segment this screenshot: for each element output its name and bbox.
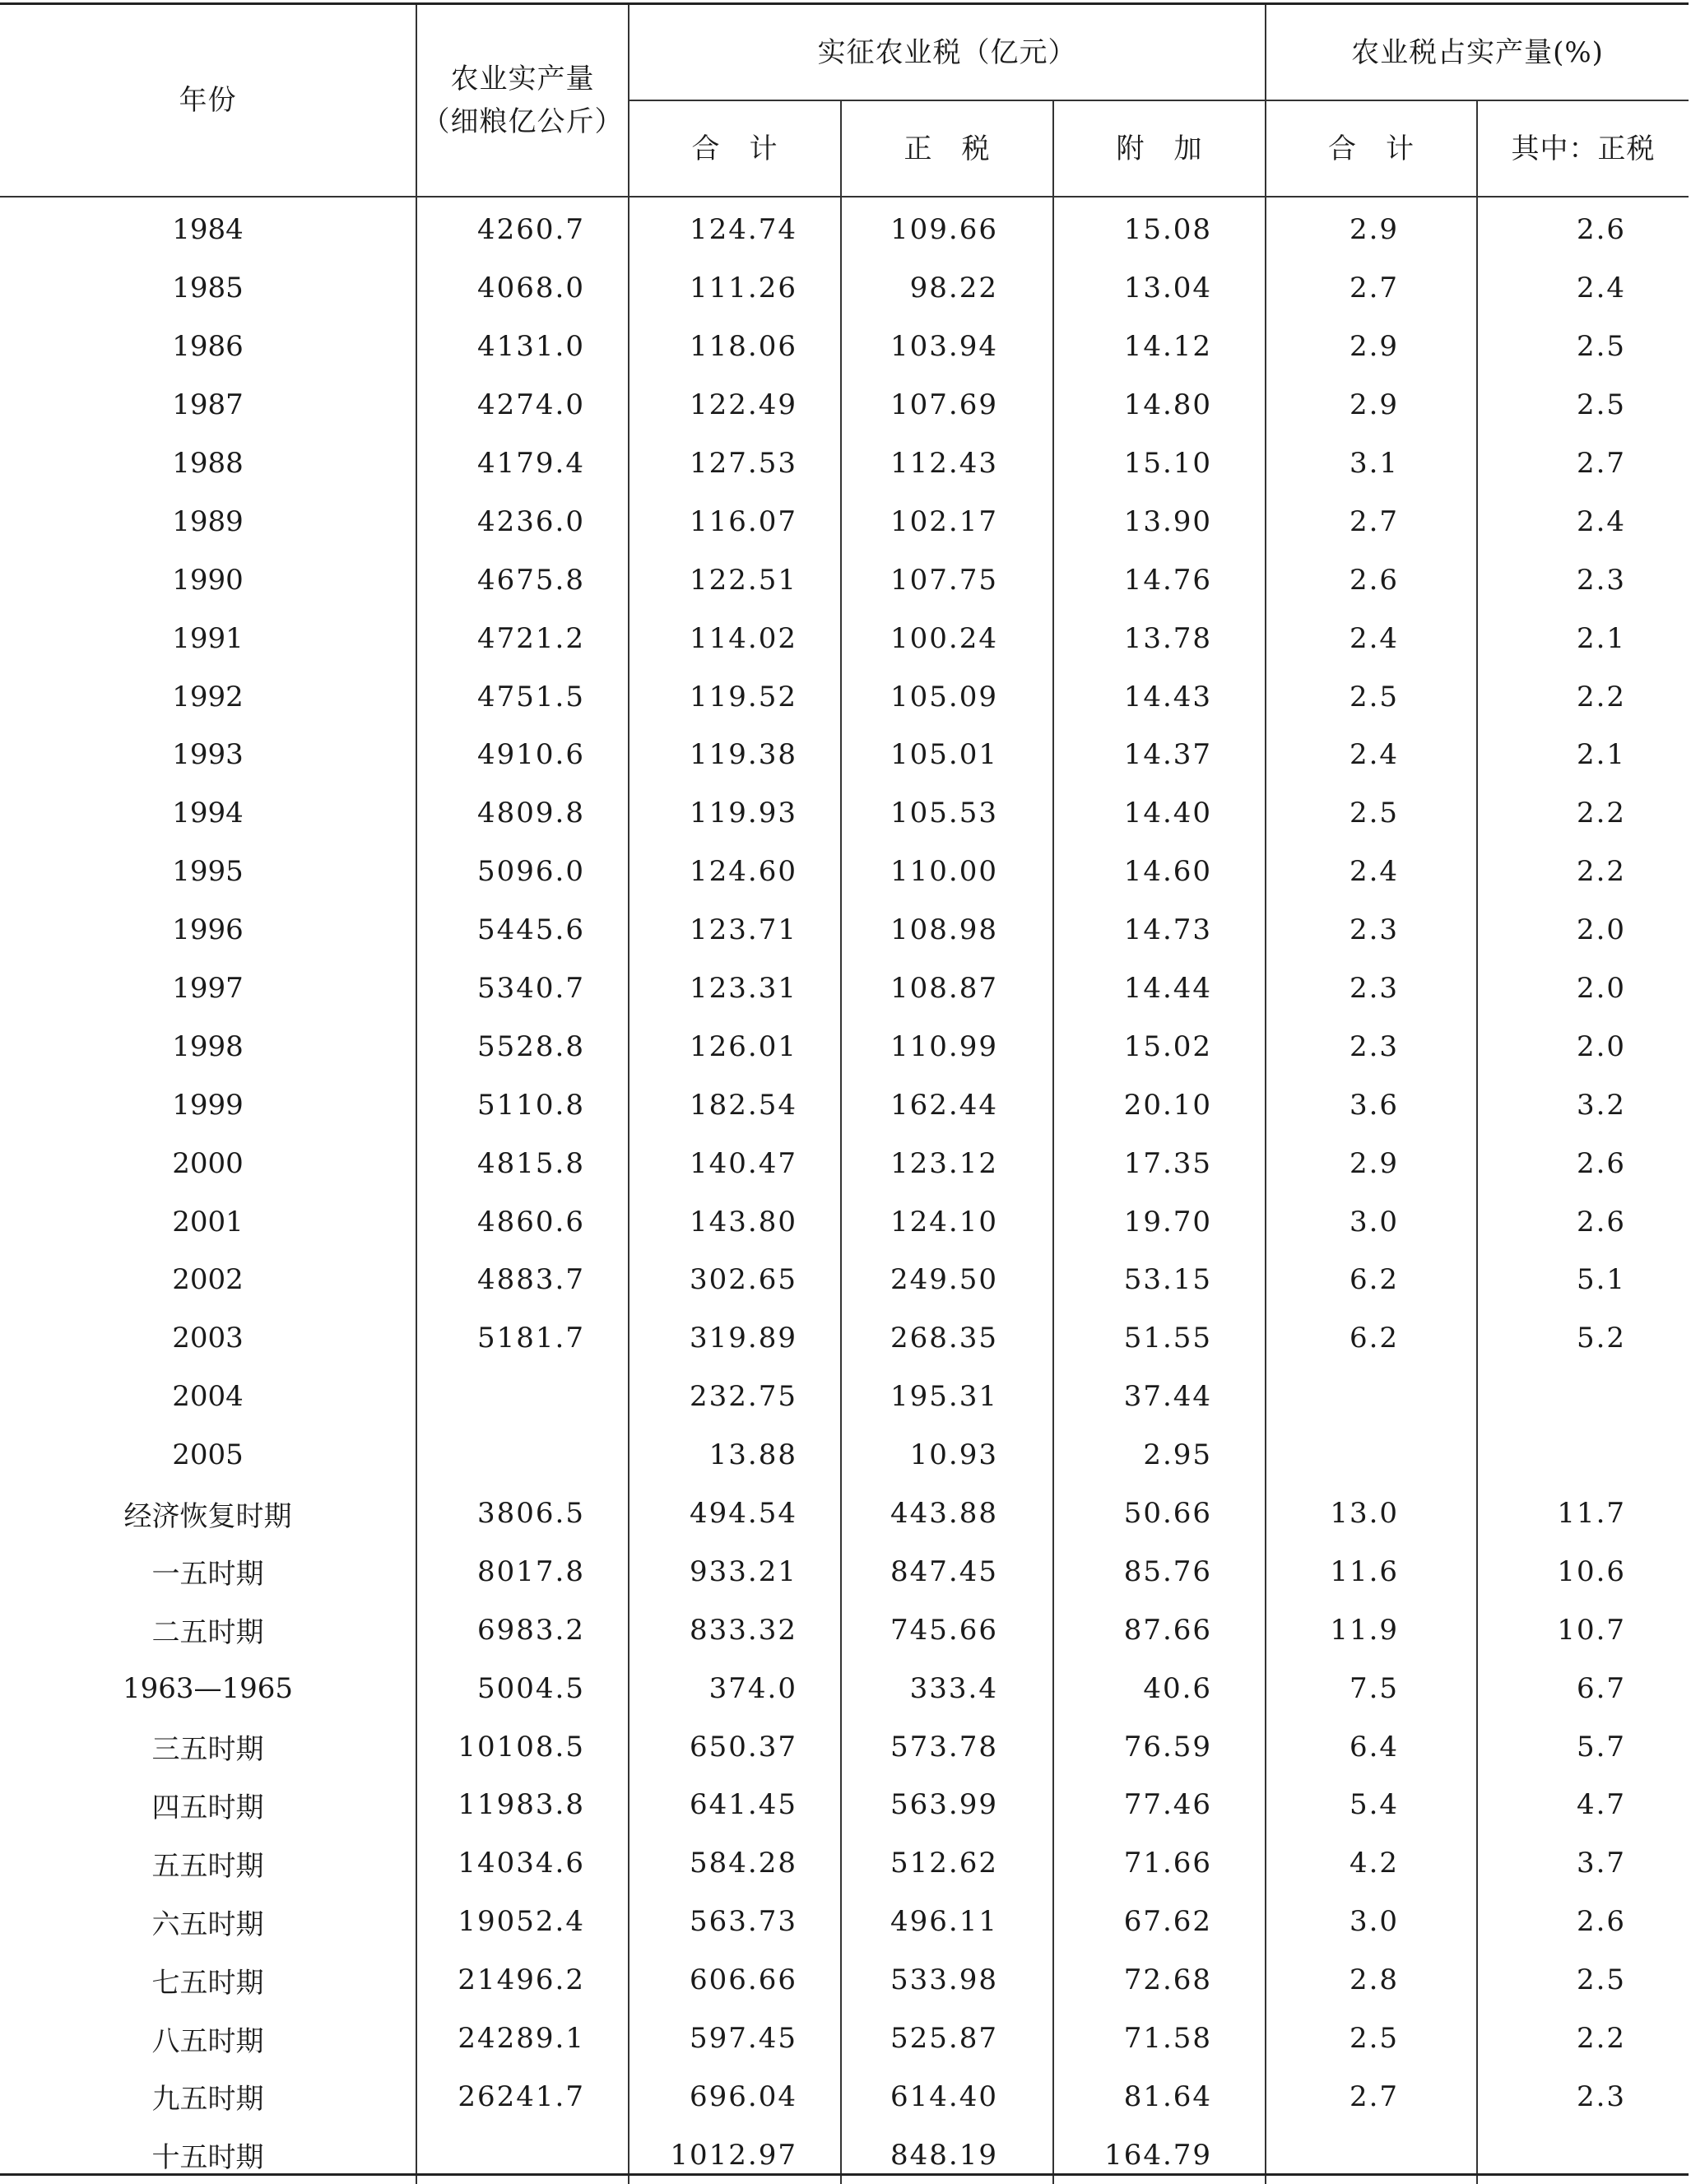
cell-tax-total: 1012.97 [629, 2126, 841, 2184]
cell-tax-add: 76.59 [1053, 1717, 1266, 1776]
table-row [0, 492, 1689, 551]
cell-ratio-total: 3.0 [1266, 1893, 1477, 1951]
table-row [0, 1251, 1689, 1309]
cell-ratio-main: 2.0 [1477, 901, 1689, 960]
table-row [0, 609, 1689, 667]
header-ratio-total: 合 计 [1266, 100, 1477, 197]
cell-ratio-total: 5.4 [1266, 1776, 1477, 1834]
cell-ratio-total: 2.4 [1266, 726, 1477, 784]
table-row [0, 259, 1689, 318]
cell-tax-total: 116.07 [629, 492, 841, 551]
cell-ratio-total: 2.3 [1266, 901, 1477, 960]
cell-tax-main: 848.19 [841, 2126, 1053, 2184]
table-row [0, 1309, 1689, 1368]
header-production-line2: （细粮亿公斤） [421, 105, 624, 138]
cell-tax-total: 13.88 [629, 1426, 841, 1485]
cell-production: 14034.6 [416, 1834, 629, 1893]
cell-tax-main: 109.66 [841, 197, 1053, 259]
cell-ratio-main: 5.2 [1477, 1309, 1689, 1368]
cell-year: 2002 [172, 1263, 244, 1297]
cell-ratio-main: 2.5 [1477, 1951, 1689, 2010]
cell-year: 2003 [172, 1322, 244, 1355]
cell-ratio-main: 2.0 [1477, 960, 1689, 1018]
header-tax-group: 实征农业税（亿元） [629, 4, 1266, 101]
cell-year: 1993 [172, 738, 244, 772]
cell-production: 5181.7 [416, 1309, 629, 1368]
cell-tax-total: 696.04 [629, 2068, 841, 2126]
table-row [0, 551, 1689, 609]
cell-production: 8017.8 [416, 1542, 629, 1601]
table-row [0, 726, 1689, 784]
cell-ratio-total: 11.9 [1266, 1601, 1477, 1659]
cell-production: 5340.7 [416, 960, 629, 1018]
cell-ratio-main: 2.4 [1477, 492, 1689, 551]
cell-tax-add: 15.10 [1053, 434, 1266, 493]
header-production [416, 4, 629, 197]
cell-tax-add: 15.02 [1053, 1017, 1266, 1076]
cell-production: 4751.5 [416, 667, 629, 726]
cell-year: 1991 [172, 621, 244, 655]
cell-ratio-main: 2.3 [1477, 551, 1689, 609]
header-tax-add: 附 加 [1053, 100, 1266, 197]
cell-tax-total: 494.54 [629, 1485, 841, 1543]
cell-tax-total: 127.53 [629, 434, 841, 493]
cell-tax-add: 77.46 [1053, 1776, 1266, 1834]
table-body [0, 197, 1689, 2184]
table-row [0, 197, 1689, 259]
cell-tax-main: 533.98 [841, 1951, 1053, 2010]
cell-ratio-main: 4.7 [1477, 1776, 1689, 1834]
cell-tax-main: 98.22 [841, 259, 1053, 318]
cell-tax-main: 108.87 [841, 960, 1053, 1018]
header-production-line1: 农业实产量 [450, 63, 595, 95]
cell-tax-add: 14.76 [1053, 551, 1266, 609]
cell-tax-main: 443.88 [841, 1485, 1053, 1543]
cell-tax-main: 162.44 [841, 1076, 1053, 1134]
table-row [0, 1542, 1689, 1601]
cell-tax-add: 15.08 [1053, 197, 1266, 259]
cell-year: 1999 [172, 1088, 244, 1122]
table-row [0, 1426, 1689, 1485]
cell-year: 1963—1965 [122, 1671, 294, 1705]
cell-ratio-main [1477, 1426, 1689, 1485]
cell-ratio-main: 11.7 [1477, 1485, 1689, 1543]
cell-year: 经济恢复时期 [123, 1499, 292, 1533]
cell-tax-total: 140.47 [629, 1134, 841, 1192]
cell-ratio-main: 2.2 [1477, 843, 1689, 901]
cell-tax-total: 606.66 [629, 1951, 841, 2010]
cell-production: 5445.6 [416, 901, 629, 960]
cell-production: 4809.8 [416, 784, 629, 843]
cell-ratio-main: 2.6 [1477, 1893, 1689, 1951]
cell-ratio-main: 2.6 [1477, 1192, 1689, 1251]
cell-year: 1998 [172, 1029, 244, 1063]
cell-tax-main: 107.69 [841, 376, 1053, 434]
cell-tax-main: 108.98 [841, 901, 1053, 960]
cell-year: 1984 [172, 213, 244, 247]
cell-year: 八五时期 [151, 2024, 264, 2058]
cell-year: 十五时期 [151, 2141, 264, 2175]
cell-year: 1986 [172, 330, 244, 364]
cell-tax-total: 563.73 [629, 1893, 841, 1951]
cell-ratio-total: 2.3 [1266, 960, 1477, 1018]
table-row [0, 2068, 1689, 2126]
cell-production: 4721.2 [416, 609, 629, 667]
agricultural-tax-table [0, 2, 1689, 2184]
cell-production: 4883.7 [416, 1251, 629, 1309]
cell-year: 1995 [172, 855, 244, 889]
cell-ratio-main: 2.3 [1477, 2068, 1689, 2126]
cell-ratio-main: 3.2 [1477, 1076, 1689, 1134]
cell-tax-add: 164.79 [1053, 2126, 1266, 2184]
cell-tax-main: 525.87 [841, 2010, 1053, 2068]
cell-ratio-main: 10.7 [1477, 1601, 1689, 1659]
cell-ratio-total: 11.6 [1266, 1542, 1477, 1601]
cell-ratio-main: 2.1 [1477, 609, 1689, 667]
table-row [0, 318, 1689, 376]
cell-ratio-total: 3.6 [1266, 1076, 1477, 1134]
bottom-rule [0, 2173, 1689, 2176]
cell-production: 6983.2 [416, 1601, 629, 1659]
cell-ratio-total: 2.5 [1266, 2010, 1477, 2068]
cell-ratio-total: 2.7 [1266, 259, 1477, 318]
cell-year: 2001 [172, 1205, 244, 1238]
cell-tax-total: 126.01 [629, 1017, 841, 1076]
cell-tax-add: 14.43 [1053, 667, 1266, 726]
table-row [0, 784, 1689, 843]
table-row [0, 667, 1689, 726]
cell-ratio-total: 2.9 [1266, 318, 1477, 376]
cell-ratio-main: 2.4 [1477, 259, 1689, 318]
cell-production: 4236.0 [416, 492, 629, 551]
table-row [0, 1893, 1689, 1951]
cell-tax-main: 563.99 [841, 1776, 1053, 1834]
table-row [0, 434, 1689, 493]
cell-tax-add: 17.35 [1053, 1134, 1266, 1192]
cell-ratio-main: 2.2 [1477, 784, 1689, 843]
cell-year: 2004 [172, 1380, 244, 1414]
cell-ratio-main: 2.2 [1477, 667, 1689, 726]
cell-tax-add: 37.44 [1053, 1368, 1266, 1426]
header-row-1 [0, 4, 1689, 101]
cell-year: 四五时期 [151, 1791, 264, 1824]
cell-ratio-total: 2.4 [1266, 609, 1477, 667]
table-row [0, 1601, 1689, 1659]
cell-tax-total: 597.45 [629, 2010, 841, 2068]
cell-tax-main: 105.09 [841, 667, 1053, 726]
cell-ratio-total: 3.0 [1266, 1192, 1477, 1251]
cell-tax-add: 81.64 [1053, 2068, 1266, 2126]
cell-tax-main: 268.35 [841, 1309, 1053, 1368]
cell-tax-total: 119.52 [629, 667, 841, 726]
cell-year: 2000 [172, 1146, 244, 1180]
cell-tax-main: 745.66 [841, 1601, 1053, 1659]
cell-tax-total: 114.02 [629, 609, 841, 667]
cell-ratio-total: 2.5 [1266, 784, 1477, 843]
cell-ratio-total: 2.6 [1266, 551, 1477, 609]
cell-tax-add: 71.66 [1053, 1834, 1266, 1893]
cell-tax-total: 650.37 [629, 1717, 841, 1776]
cell-tax-main: 249.50 [841, 1251, 1053, 1309]
cell-production: 3806.5 [416, 1485, 629, 1543]
cell-tax-add: 19.70 [1053, 1192, 1266, 1251]
cell-tax-add: 2.95 [1053, 1426, 1266, 1485]
cell-year: 1990 [172, 563, 244, 597]
cell-tax-total: 833.32 [629, 1601, 841, 1659]
cell-production [416, 1368, 629, 1426]
header-ratio-group: 农业税占实产量(%) [1266, 4, 1689, 101]
cell-tax-add: 85.76 [1053, 1542, 1266, 1601]
cell-tax-main: 614.40 [841, 2068, 1053, 2126]
cell-ratio-total: 2.9 [1266, 376, 1477, 434]
cell-tax-add: 13.90 [1053, 492, 1266, 551]
cell-ratio-main: 2.6 [1477, 1134, 1689, 1192]
table-row [0, 843, 1689, 901]
cell-tax-main: 112.43 [841, 434, 1053, 493]
cell-production: 19052.4 [416, 1893, 629, 1951]
cell-tax-total: 374.0 [629, 1659, 841, 1717]
cell-tax-total: 124.74 [629, 197, 841, 259]
cell-ratio-main: 3.7 [1477, 1834, 1689, 1893]
cell-ratio-total: 2.4 [1266, 843, 1477, 901]
cell-tax-main: 10.93 [841, 1426, 1053, 1485]
table-row [0, 960, 1689, 1018]
cell-ratio-total: 2.3 [1266, 1017, 1477, 1076]
cell-year: 1989 [172, 504, 244, 538]
cell-production: 4260.7 [416, 197, 629, 259]
cell-tax-main: 103.94 [841, 318, 1053, 376]
cell-year: 1997 [172, 972, 244, 1006]
cell-tax-total: 143.80 [629, 1192, 841, 1251]
cell-production: 10108.5 [416, 1717, 629, 1776]
cell-tax-total: 119.38 [629, 726, 841, 784]
cell-ratio-main: 6.7 [1477, 1659, 1689, 1717]
cell-tax-main: 105.01 [841, 726, 1053, 784]
cell-tax-add: 67.62 [1053, 1893, 1266, 1951]
cell-tax-add: 40.6 [1053, 1659, 1266, 1717]
cell-ratio-total: 2.7 [1266, 492, 1477, 551]
cell-tax-main: 333.4 [841, 1659, 1053, 1717]
cell-ratio-total [1266, 1426, 1477, 1485]
header-year: 年份 [179, 84, 237, 117]
cell-production: 26241.7 [416, 2068, 629, 2126]
cell-tax-total: 124.60 [629, 843, 841, 901]
cell-year: 九五时期 [151, 2083, 264, 2117]
cell-ratio-main: 5.1 [1477, 1251, 1689, 1309]
cell-year: 1987 [172, 388, 244, 422]
cell-tax-total: 319.89 [629, 1309, 841, 1368]
cell-production: 4860.6 [416, 1192, 629, 1251]
header-tax-main: 正 税 [841, 100, 1053, 197]
cell-tax-total: 182.54 [629, 1076, 841, 1134]
cell-ratio-total: 13.0 [1266, 1485, 1477, 1543]
table-row [0, 1076, 1689, 1134]
cell-year: 1985 [172, 272, 244, 305]
cell-tax-total: 122.51 [629, 551, 841, 609]
cell-tax-main: 107.75 [841, 551, 1053, 609]
table-row [0, 1192, 1689, 1251]
cell-year: 2005 [172, 1438, 244, 1472]
cell-year: 二五时期 [151, 1616, 264, 1650]
table-row [0, 1659, 1689, 1717]
cell-production: 5004.5 [416, 1659, 629, 1717]
cell-tax-main: 102.17 [841, 492, 1053, 551]
cell-year: 七五时期 [151, 1966, 264, 2000]
cell-tax-add: 14.37 [1053, 726, 1266, 784]
cell-ratio-total: 6.2 [1266, 1309, 1477, 1368]
cell-tax-total: 302.65 [629, 1251, 841, 1309]
cell-tax-add: 71.58 [1053, 2010, 1266, 2068]
cell-ratio-total: 2.5 [1266, 667, 1477, 726]
cell-production: 4179.4 [416, 434, 629, 493]
cell-tax-main: 512.62 [841, 1834, 1053, 1893]
cell-ratio-main: 2.5 [1477, 376, 1689, 434]
cell-tax-main: 573.78 [841, 1717, 1053, 1776]
table-row [0, 1368, 1689, 1426]
cell-production: 4815.8 [416, 1134, 629, 1192]
table-row [0, 1485, 1689, 1543]
cell-tax-main: 110.00 [841, 843, 1053, 901]
cell-year: 六五时期 [151, 1908, 264, 1941]
table-row [0, 2010, 1689, 2068]
cell-year: 五五时期 [151, 1849, 264, 1883]
cell-ratio-total: 2.8 [1266, 1951, 1477, 2010]
cell-production: 5110.8 [416, 1076, 629, 1134]
cell-tax-main: 195.31 [841, 1368, 1053, 1426]
cell-tax-add: 13.04 [1053, 259, 1266, 318]
cell-production [416, 1426, 629, 1485]
cell-production: 4910.6 [416, 726, 629, 784]
cell-tax-main: 100.24 [841, 609, 1053, 667]
cell-tax-total: 111.26 [629, 259, 841, 318]
cell-year: 一五时期 [151, 1558, 264, 1592]
cell-production: 5096.0 [416, 843, 629, 901]
cell-production: 21496.2 [416, 1951, 629, 2010]
cell-tax-total: 584.28 [629, 1834, 841, 1893]
cell-ratio-total: 7.5 [1266, 1659, 1477, 1717]
cell-ratio-total [1266, 1368, 1477, 1426]
cell-year: 1996 [172, 913, 244, 947]
cell-ratio-main: 2.2 [1477, 2010, 1689, 2068]
cell-tax-add: 87.66 [1053, 1601, 1266, 1659]
cell-tax-add: 14.60 [1053, 843, 1266, 901]
cell-tax-total: 118.06 [629, 318, 841, 376]
table-row [0, 1951, 1689, 2010]
cell-tax-add: 51.55 [1053, 1309, 1266, 1368]
cell-tax-main: 847.45 [841, 1542, 1053, 1601]
cell-tax-total: 122.49 [629, 376, 841, 434]
cell-tax-add: 14.40 [1053, 784, 1266, 843]
cell-tax-main: 105.53 [841, 784, 1053, 843]
cell-ratio-main: 2.1 [1477, 726, 1689, 784]
cell-ratio-main: 2.6 [1477, 197, 1689, 259]
cell-tax-main: 124.10 [841, 1192, 1053, 1251]
cell-tax-main: 110.99 [841, 1017, 1053, 1076]
cell-year: 三五时期 [151, 1733, 264, 1767]
table-row [0, 1776, 1689, 1834]
cell-tax-total: 119.93 [629, 784, 841, 843]
table-row [0, 1134, 1689, 1192]
header-tax-total: 合 计 [629, 100, 841, 197]
cell-ratio-total: 2.9 [1266, 1134, 1477, 1192]
cell-year: 1994 [172, 797, 244, 830]
cell-ratio-total: 2.9 [1266, 197, 1477, 259]
cell-production: 5528.8 [416, 1017, 629, 1076]
cell-tax-add: 14.73 [1053, 901, 1266, 960]
cell-ratio-total: 6.4 [1266, 1717, 1477, 1776]
cell-tax-add: 72.68 [1053, 1951, 1266, 2010]
cell-production: 11983.8 [416, 1776, 629, 1834]
cell-ratio-total: 3.1 [1266, 434, 1477, 493]
cell-production: 24289.1 [416, 2010, 629, 2068]
cell-tax-total: 933.21 [629, 1542, 841, 1601]
cell-year: 1992 [172, 680, 244, 713]
cell-tax-add: 53.15 [1053, 1251, 1266, 1309]
table-row [0, 376, 1689, 434]
cell-tax-add: 13.78 [1053, 609, 1266, 667]
cell-tax-total: 123.31 [629, 960, 841, 1018]
table-row [0, 1717, 1689, 1776]
cell-year: 1988 [172, 447, 244, 480]
table-row [0, 1834, 1689, 1893]
cell-tax-add: 50.66 [1053, 1485, 1266, 1543]
cell-tax-add: 20.10 [1053, 1076, 1266, 1134]
table-row [0, 1017, 1689, 1076]
cell-tax-main: 496.11 [841, 1893, 1053, 1951]
cell-tax-total: 123.71 [629, 901, 841, 960]
cell-tax-add: 14.12 [1053, 318, 1266, 376]
cell-tax-total: 641.45 [629, 1776, 841, 1834]
cell-production: 4274.0 [416, 376, 629, 434]
cell-tax-add: 14.80 [1053, 376, 1266, 434]
cell-ratio-total: 6.2 [1266, 1251, 1477, 1309]
cell-production: 4131.0 [416, 318, 629, 376]
cell-production: 4675.8 [416, 551, 629, 609]
table-row [0, 901, 1689, 960]
header-ratio-main: 其中：正税 [1477, 100, 1689, 197]
cell-ratio-main: 5.7 [1477, 1717, 1689, 1776]
cell-tax-add: 14.44 [1053, 960, 1266, 1018]
cell-tax-total: 232.75 [629, 1368, 841, 1426]
cell-ratio-main: 2.7 [1477, 434, 1689, 493]
table-header [0, 4, 1689, 197]
cell-ratio-main: 2.0 [1477, 1017, 1689, 1076]
cell-tax-main: 123.12 [841, 1134, 1053, 1192]
cell-ratio-total: 4.2 [1266, 1834, 1477, 1893]
cell-ratio-total: 2.7 [1266, 2068, 1477, 2126]
cell-ratio-main: 10.6 [1477, 1542, 1689, 1601]
cell-production: 4068.0 [416, 259, 629, 318]
cell-ratio-main [1477, 1368, 1689, 1426]
cell-ratio-main: 2.5 [1477, 318, 1689, 376]
